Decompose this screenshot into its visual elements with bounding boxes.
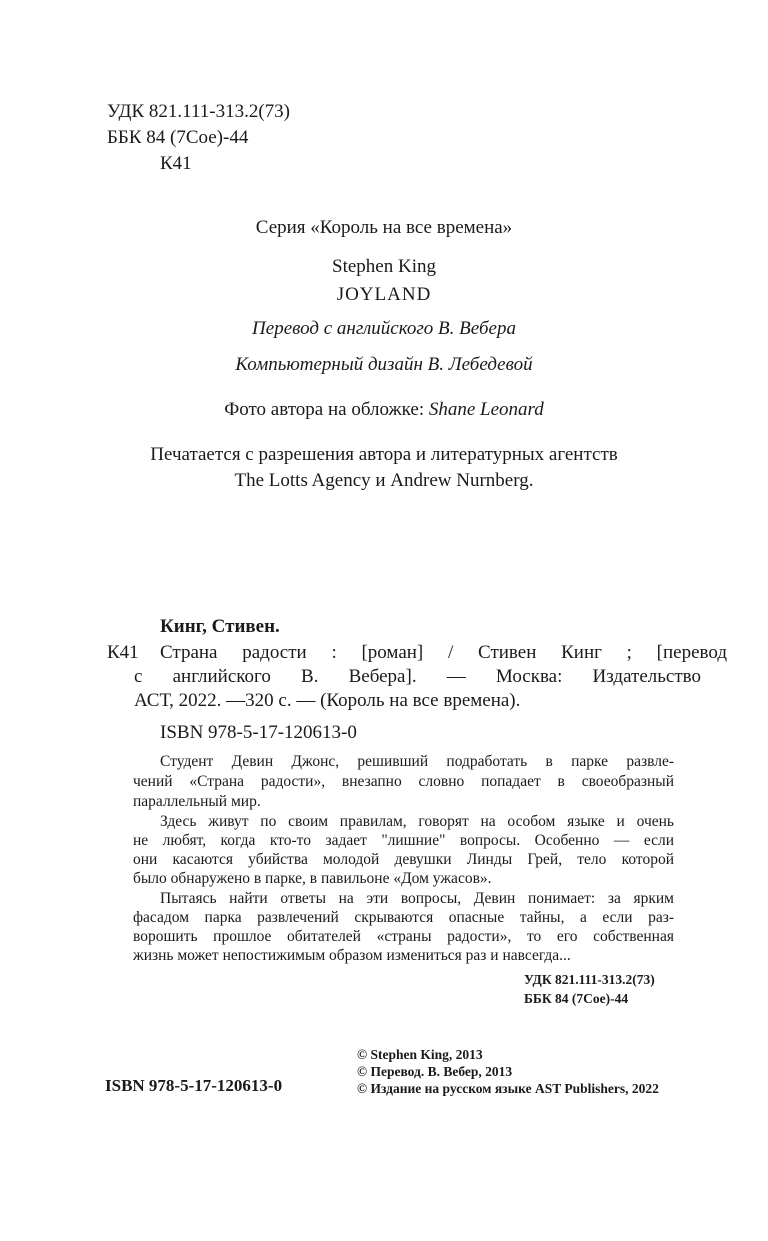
annotation-line-7: было обнаружено в парке, в павильоне «Дом ужасов».: [133, 870, 492, 887]
author-heading: Кинг, Стивен.: [160, 616, 280, 637]
translation-credit: Перевод с английского В. Вебера: [252, 318, 516, 339]
bbk-code: ББК 84 (7Сое)-44: [107, 127, 249, 148]
permission-line-2: The Lotts Agency и Andrew Nurnberg.: [234, 470, 534, 491]
annotation-line-9: фасадом парка развлечений скрываются опасные тайны, а если раз-: [133, 909, 674, 926]
biblio-line-3: АСТ, 2022. —320 с. — (Король на все времена).: [134, 690, 521, 711]
copyright-edition: © Издание на русском языке AST Publishers, 2022: [357, 1081, 659, 1096]
annotation-line-2: чений «Страна радости», внезапно словно попадает в своеобразный: [133, 773, 674, 790]
annotation-line-10: ворошить прошлое обитателей «страны радости», то его собственная: [133, 928, 674, 945]
author-sign-code: К41: [160, 153, 192, 174]
photo-credit: [0, 399, 768, 421]
annotation-line-4: Здесь живут по своим правилам, говорят на особом языке и очень: [160, 813, 674, 830]
series-name: Серия «Король на все времена»: [255, 217, 513, 238]
original-author: Stephen King: [332, 256, 436, 277]
original-title: JOYLAND: [336, 284, 432, 305]
annotation-line-8: Пытаясь найти ответы на эти вопросы, Девин понимает: за ярким: [160, 890, 674, 907]
biblio-line-2: с английского В. Вебера]. — Москва: Издательство: [134, 666, 701, 687]
annotation-line-11: жизнь может непостижимым образом измениться раз и навсегда...: [133, 947, 571, 964]
biblio-isbn: ISBN 978-5-17-120613-0: [160, 722, 357, 743]
annotation-line-5: не любят, когда кто-то задает "лишние" вопросы. Особенно — если: [133, 832, 674, 849]
annotation-line-6: они касаются убийства молодой девушки Линды Грей, тело которой: [133, 851, 674, 868]
footer-udk: УДК 821.111-313.2(73): [524, 972, 655, 987]
author-sign-code-biblio: К41: [107, 642, 139, 663]
udk-code: УДК 821.111-313.2(73): [107, 101, 290, 122]
annotation-line-1: Студент Девин Джонс, решивший подработать в парке развле-: [160, 753, 674, 770]
photo-credit-name: Shane Leonard: [428, 399, 544, 420]
permission-line-1: Печатается с разрешения автора и литературных агентств: [150, 444, 618, 465]
annotation-line-3: параллельный мир.: [133, 793, 261, 810]
design-credit: Компьютерный дизайн В. Лебедевой: [235, 354, 533, 375]
biblio-line-1: Страна радости : [роман] / Стивен Кинг ; [перевод: [160, 642, 727, 663]
copyright-translation: © Перевод. В. Вебер, 2013: [357, 1064, 513, 1079]
photo-credit-label: Фото автора на обложке:: [224, 399, 429, 420]
copyright-author: © Stephen King, 2013: [357, 1047, 483, 1062]
footer-isbn: ISBN 978-5-17-120613-0: [105, 1076, 283, 1095]
footer-bbk: ББК 84 (7Сое)-44: [524, 991, 629, 1006]
